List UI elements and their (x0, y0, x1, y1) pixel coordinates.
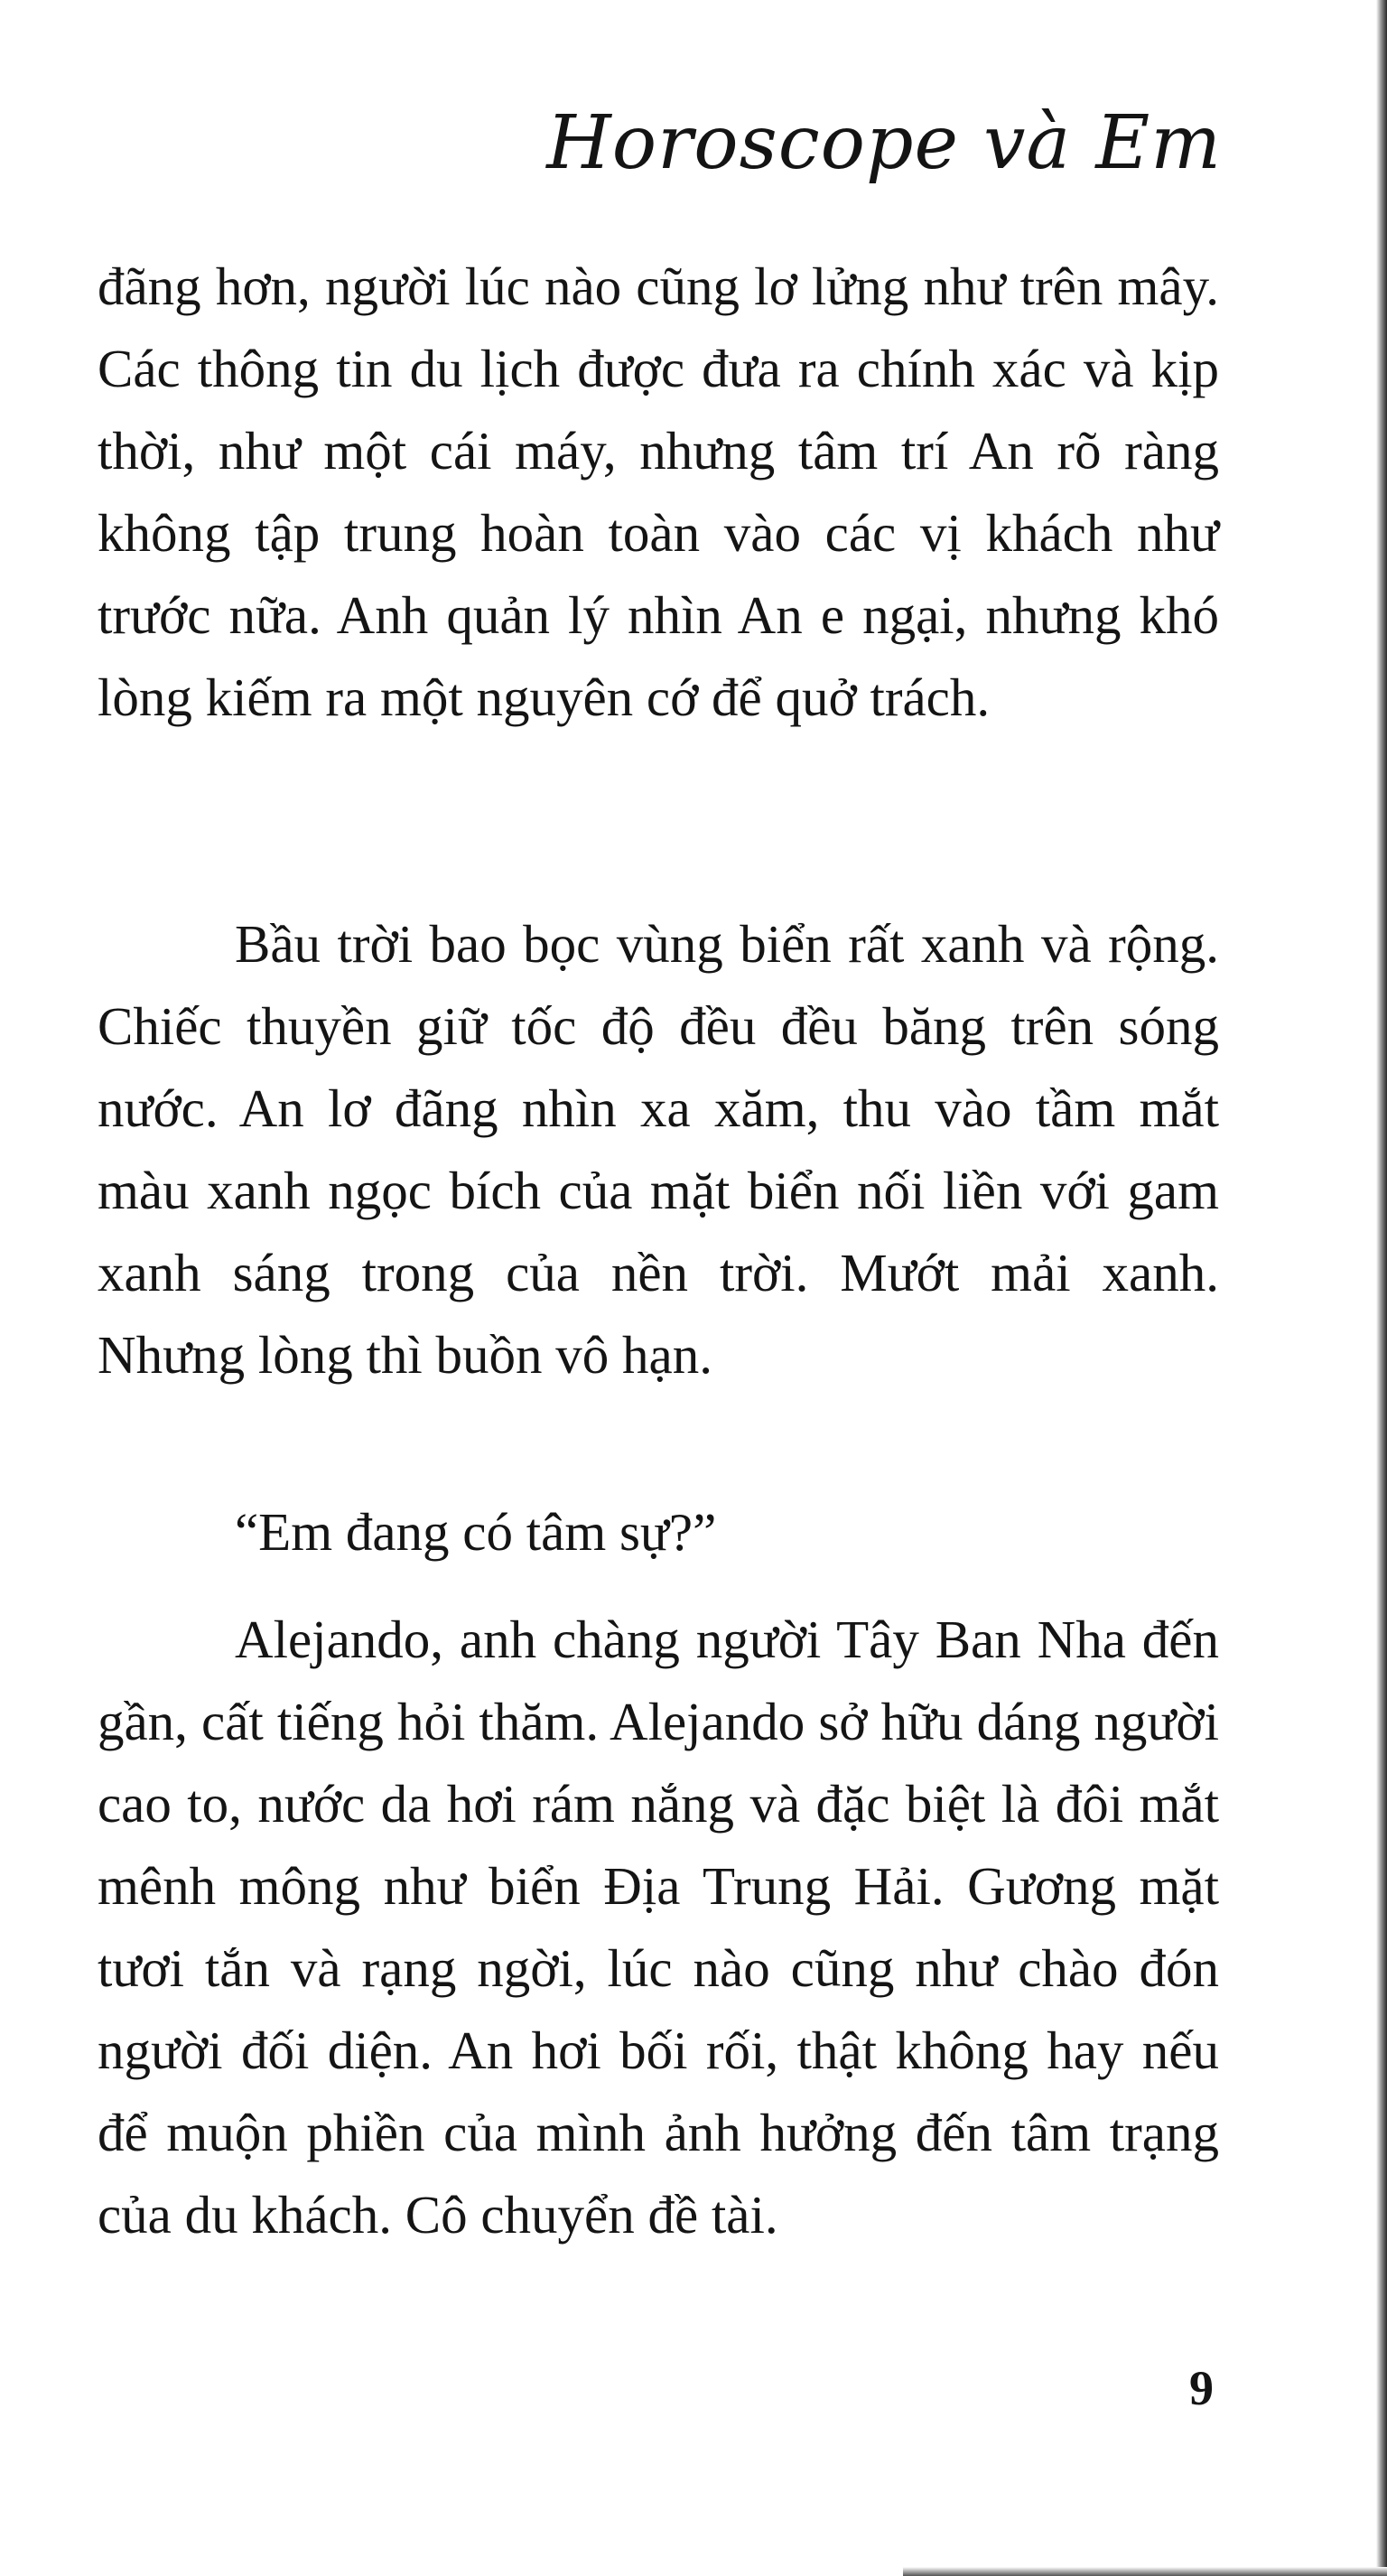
paragraph-1 (98, 246, 1219, 739)
paragraph-3-dialogue (98, 1491, 1219, 1573)
paragraph-text: “Em đang có tâm sự?” (235, 1502, 717, 1562)
paragraph-text: Alejando, anh chàng người Tây Ban Nha đến gần, cất tiếng hỏi thăm. Alejando sở hữu dáng người cao to, nước da hơi rám nắng và đặc biệt là đôi mắt mênh mông như biển Địa Trung Hải. Gương mặt tươi tắn và rạng ngời, lúc nào cũng như chào đón người đối diện. An hơi bối rối, thật không hay nếu để muộn phiền của mình ảnh hưởng đến tâm trạng của du khách. Cô chuyển đề tài. (98, 1610, 1219, 2245)
paragraph-2 (98, 903, 1219, 1396)
paragraph-4 (98, 1599, 1219, 2256)
page-edge-shadow (1376, 0, 1387, 2576)
page-bottom-edge (903, 2567, 1387, 2576)
paragraph-text: Bầu trời bao bọc vùng biển rất xanh và rộng. Chiếc thuyền giữ tốc độ đều đều băng trên sóng nước. An lơ đãng nhìn xa xăm, thu vào tầm mắt màu xanh ngọc bích của mặt biển nối liền với gam xanh sáng trong của nền trời. Mướt mải xanh. Nhưng lòng thì buồn vô hạn. (98, 914, 1219, 1385)
paragraph-text: đãng hơn, người lúc nào cũng lơ lửng như trên mây. Các thông tin du lịch được đưa ra chính xác và kịp thời, như một cái máy, nhưng tâm trí An rõ ràng không tập trung hoàn toàn vào các vị khách như trước nữa. Anh quản lý nhìn An e ngại, nhưng khó lòng kiếm ra một nguyên cớ để quở trách. (98, 257, 1219, 727)
running-header-title: Horoscope và Em (546, 100, 1222, 186)
page-number: 9 (1189, 2361, 1214, 2415)
